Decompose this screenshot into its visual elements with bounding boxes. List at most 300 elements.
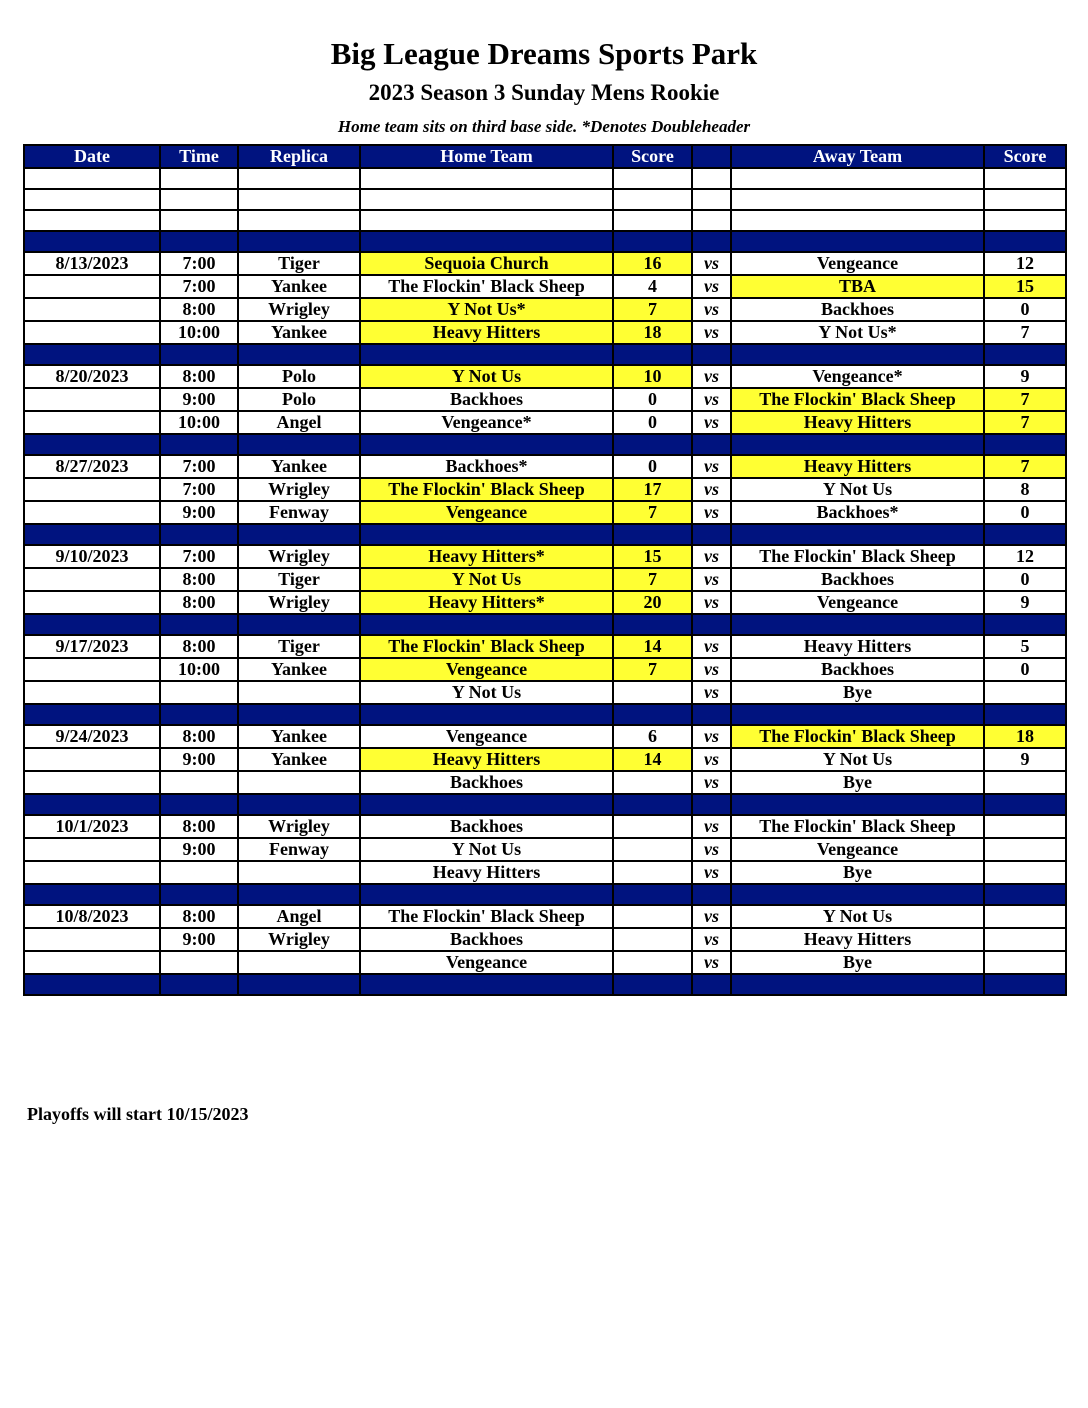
separator-cell — [24, 524, 160, 545]
separator-cell — [613, 231, 692, 252]
header-away-team: Away Team — [731, 145, 984, 168]
vs-cell: vs — [692, 771, 731, 794]
home-team-cell: Heavy Hitters* — [360, 545, 613, 568]
home-score-cell: 17 — [613, 478, 692, 501]
separator-cell — [984, 974, 1066, 995]
separator-cell — [984, 524, 1066, 545]
vs-cell: vs — [692, 658, 731, 681]
separator-cell — [692, 974, 731, 995]
time-cell: 7:00 — [160, 455, 238, 478]
replica-cell: Wrigley — [238, 298, 360, 321]
schedule-table — [23, 144, 1067, 996]
separator-cell — [238, 344, 360, 365]
date-cell — [24, 298, 160, 321]
time-cell: 7:00 — [160, 252, 238, 275]
home-score-cell: 6 — [613, 725, 692, 748]
header-row — [24, 145, 1066, 168]
blank-cell — [238, 210, 360, 231]
vs-cell: vs — [692, 905, 731, 928]
home-score-cell — [613, 771, 692, 794]
game-row — [24, 365, 1066, 388]
separator-cell — [692, 794, 731, 815]
time-cell: 8:00 — [160, 568, 238, 591]
blank-row — [24, 189, 1066, 210]
away-score-cell — [984, 861, 1066, 884]
replica-cell: Polo — [238, 388, 360, 411]
game-row — [24, 545, 1066, 568]
home-team-cell: Backhoes — [360, 388, 613, 411]
game-row — [24, 478, 1066, 501]
time-cell: 10:00 — [160, 658, 238, 681]
home-team-cell: Vengeance — [360, 501, 613, 524]
blank-row — [24, 210, 1066, 231]
replica-cell — [238, 951, 360, 974]
separator-cell — [613, 614, 692, 635]
game-row — [24, 658, 1066, 681]
separator-cell — [238, 974, 360, 995]
date-cell: 8/27/2023 — [24, 455, 160, 478]
replica-cell: Wrigley — [238, 928, 360, 951]
separator-cell — [731, 434, 984, 455]
replica-cell: Polo — [238, 365, 360, 388]
separator-cell — [238, 524, 360, 545]
separator-cell — [613, 794, 692, 815]
game-row — [24, 411, 1066, 434]
header-time: Time — [160, 145, 238, 168]
date-cell — [24, 838, 160, 861]
playoffs-note: Playoffs will start 10/15/2023 — [27, 1104, 249, 1124]
schedule-body — [24, 168, 1066, 995]
page-title: Big League Dreams Sports Park — [330, 36, 758, 71]
replica-cell: Fenway — [238, 501, 360, 524]
time-cell: 9:00 — [160, 748, 238, 771]
separator-cell — [613, 434, 692, 455]
replica-cell: Wrigley — [238, 545, 360, 568]
away-score-cell: 15 — [984, 275, 1066, 298]
date-cell — [24, 861, 160, 884]
vs-cell: vs — [692, 681, 731, 704]
home-team-cell: Vengeance* — [360, 411, 613, 434]
home-score-cell — [613, 681, 692, 704]
away-team-cell: Y Not Us* — [731, 321, 984, 344]
vs-cell: vs — [692, 365, 731, 388]
separator-cell — [360, 614, 613, 635]
game-row — [24, 568, 1066, 591]
game-row — [24, 275, 1066, 298]
vs-cell: vs — [692, 501, 731, 524]
date-cell: 9/24/2023 — [24, 725, 160, 748]
home-score-cell: 7 — [613, 568, 692, 591]
away-team-cell: Bye — [731, 771, 984, 794]
time-cell: 8:00 — [160, 725, 238, 748]
separator-cell — [731, 794, 984, 815]
vs-cell: vs — [692, 838, 731, 861]
blank-cell — [160, 168, 238, 189]
date-cell: 9/17/2023 — [24, 635, 160, 658]
separator-cell — [731, 974, 984, 995]
blank-cell — [24, 189, 160, 210]
time-cell: 8:00 — [160, 298, 238, 321]
vs-cell: vs — [692, 478, 731, 501]
separator-cell — [160, 884, 238, 905]
replica-cell — [238, 861, 360, 884]
away-score-cell — [984, 905, 1066, 928]
separator-cell — [692, 344, 731, 365]
time-cell — [160, 771, 238, 794]
vs-cell: vs — [692, 591, 731, 614]
separator-cell — [984, 614, 1066, 635]
home-team-cell: The Flockin' Black Sheep — [360, 478, 613, 501]
replica-cell: Yankee — [238, 321, 360, 344]
time-cell: 9:00 — [160, 501, 238, 524]
game-row — [24, 861, 1066, 884]
week-separator-row — [24, 974, 1066, 995]
away-score-cell: 9 — [984, 591, 1066, 614]
week-separator-row — [24, 794, 1066, 815]
date-cell — [24, 411, 160, 434]
week-separator-row — [24, 524, 1066, 545]
replica-cell — [238, 771, 360, 794]
away-team-cell: The Flockin' Black Sheep — [731, 815, 984, 838]
week-separator-row — [24, 884, 1066, 905]
separator-cell — [984, 704, 1066, 725]
vs-cell: vs — [692, 951, 731, 974]
vs-cell: vs — [692, 455, 731, 478]
home-score-cell: 10 — [613, 365, 692, 388]
replica-cell: Angel — [238, 905, 360, 928]
blank-cell — [238, 168, 360, 189]
away-score-cell: 0 — [984, 298, 1066, 321]
home-score-cell: 4 — [613, 275, 692, 298]
vs-cell: vs — [692, 411, 731, 434]
blank-cell — [692, 189, 731, 210]
game-row — [24, 928, 1066, 951]
date-cell: 9/10/2023 — [24, 545, 160, 568]
blank-cell — [160, 189, 238, 210]
blank-cell — [731, 168, 984, 189]
blank-cell — [731, 189, 984, 210]
home-team-cell: Y Not Us — [360, 681, 613, 704]
vs-cell: vs — [692, 928, 731, 951]
separator-cell — [24, 231, 160, 252]
away-score-cell — [984, 951, 1066, 974]
home-score-cell: 0 — [613, 411, 692, 434]
home-team-cell: Heavy Hitters — [360, 321, 613, 344]
home-team-cell: Heavy Hitters* — [360, 591, 613, 614]
time-cell: 7:00 — [160, 545, 238, 568]
away-team-cell: Heavy Hitters — [731, 455, 984, 478]
home-score-cell — [613, 838, 692, 861]
vs-cell: vs — [692, 298, 731, 321]
separator-cell — [731, 614, 984, 635]
header-date: Date — [24, 145, 160, 168]
blank-row — [24, 168, 1066, 189]
date-cell — [24, 321, 160, 344]
blank-cell — [692, 210, 731, 231]
game-row — [24, 951, 1066, 974]
game-row — [24, 455, 1066, 478]
away-score-cell — [984, 838, 1066, 861]
separator-cell — [360, 974, 613, 995]
time-cell — [160, 951, 238, 974]
game-row — [24, 298, 1066, 321]
vs-cell: vs — [692, 815, 731, 838]
blank-cell — [984, 189, 1066, 210]
home-team-cell: Y Not Us* — [360, 298, 613, 321]
home-team-cell: Vengeance — [360, 725, 613, 748]
home-score-cell — [613, 905, 692, 928]
separator-cell — [360, 344, 613, 365]
away-team-cell: Y Not Us — [731, 748, 984, 771]
vs-cell: vs — [692, 388, 731, 411]
game-row — [24, 771, 1066, 794]
game-row — [24, 388, 1066, 411]
away-team-cell: Heavy Hitters — [731, 928, 984, 951]
away-score-cell — [984, 771, 1066, 794]
date-cell: 8/13/2023 — [24, 252, 160, 275]
separator-cell — [24, 434, 160, 455]
home-team-cell: The Flockin' Black Sheep — [360, 635, 613, 658]
separator-cell — [360, 434, 613, 455]
home-score-cell — [613, 928, 692, 951]
time-cell: 9:00 — [160, 928, 238, 951]
vs-cell: vs — [692, 545, 731, 568]
header-vs — [692, 145, 731, 168]
away-score-cell: 12 — [984, 252, 1066, 275]
separator-cell — [731, 704, 984, 725]
separator-cell — [613, 974, 692, 995]
time-cell: 8:00 — [160, 815, 238, 838]
game-row — [24, 321, 1066, 344]
home-team-cell: Y Not Us — [360, 838, 613, 861]
away-team-cell: Backhoes — [731, 658, 984, 681]
vs-cell: vs — [692, 725, 731, 748]
away-team-cell: Heavy Hitters — [731, 411, 984, 434]
away-score-cell: 9 — [984, 365, 1066, 388]
home-score-cell: 16 — [613, 252, 692, 275]
game-row — [24, 681, 1066, 704]
home-score-cell: 7 — [613, 298, 692, 321]
game-row — [24, 748, 1066, 771]
replica-cell: Tiger — [238, 568, 360, 591]
date-cell — [24, 658, 160, 681]
separator-cell — [360, 704, 613, 725]
away-score-cell — [984, 815, 1066, 838]
away-score-cell — [984, 928, 1066, 951]
separator-cell — [613, 344, 692, 365]
date-cell — [24, 681, 160, 704]
separator-cell — [160, 434, 238, 455]
separator-cell — [160, 344, 238, 365]
away-score-cell: 7 — [984, 321, 1066, 344]
date-cell — [24, 951, 160, 974]
time-cell: 9:00 — [160, 388, 238, 411]
away-team-cell: Vengeance — [731, 591, 984, 614]
home-team-cell: The Flockin' Black Sheep — [360, 275, 613, 298]
date-cell: 10/1/2023 — [24, 815, 160, 838]
replica-cell: Tiger — [238, 635, 360, 658]
date-cell — [24, 568, 160, 591]
away-score-cell: 5 — [984, 635, 1066, 658]
home-team-cell: Backhoes — [360, 771, 613, 794]
blank-cell — [360, 168, 613, 189]
separator-cell — [984, 344, 1066, 365]
time-cell: 10:00 — [160, 321, 238, 344]
vs-cell: vs — [692, 748, 731, 771]
away-team-cell: The Flockin' Black Sheep — [731, 388, 984, 411]
home-score-cell — [613, 815, 692, 838]
time-cell — [160, 861, 238, 884]
separator-cell — [360, 884, 613, 905]
separator-cell — [613, 704, 692, 725]
replica-cell: Angel — [238, 411, 360, 434]
home-team-cell: Backhoes* — [360, 455, 613, 478]
blank-cell — [613, 168, 692, 189]
header-away-score: Score — [984, 145, 1066, 168]
separator-cell — [24, 794, 160, 815]
separator-cell — [24, 614, 160, 635]
home-score-cell — [613, 861, 692, 884]
schedule-note: Home team sits on third base side. *Denotes Doubleheader — [337, 117, 751, 136]
date-cell: 10/8/2023 — [24, 905, 160, 928]
separator-cell — [238, 434, 360, 455]
home-team-cell: Heavy Hitters — [360, 748, 613, 771]
separator-cell — [692, 524, 731, 545]
separator-cell — [731, 231, 984, 252]
blank-cell — [24, 210, 160, 231]
home-score-cell: 0 — [613, 388, 692, 411]
blank-cell — [238, 189, 360, 210]
separator-cell — [613, 884, 692, 905]
blank-cell — [692, 168, 731, 189]
separator-cell — [984, 231, 1066, 252]
separator-cell — [160, 231, 238, 252]
separator-cell — [984, 794, 1066, 815]
away-score-cell: 0 — [984, 501, 1066, 524]
game-row — [24, 501, 1066, 524]
separator-cell — [24, 704, 160, 725]
away-team-cell: Y Not Us — [731, 478, 984, 501]
separator-cell — [692, 614, 731, 635]
away-team-cell: Vengeance — [731, 252, 984, 275]
home-team-cell: Backhoes — [360, 928, 613, 951]
replica-cell: Yankee — [238, 725, 360, 748]
blank-cell — [24, 168, 160, 189]
game-row — [24, 635, 1066, 658]
home-score-cell: 0 — [613, 455, 692, 478]
replica-cell: Yankee — [238, 455, 360, 478]
separator-cell — [984, 434, 1066, 455]
separator-cell — [160, 704, 238, 725]
date-cell — [24, 591, 160, 614]
time-cell: 8:00 — [160, 905, 238, 928]
vs-cell: vs — [692, 252, 731, 275]
time-cell: 8:00 — [160, 635, 238, 658]
separator-cell — [360, 524, 613, 545]
vs-cell: vs — [692, 275, 731, 298]
home-score-cell: 15 — [613, 545, 692, 568]
separator-cell — [692, 704, 731, 725]
away-team-cell: The Flockin' Black Sheep — [731, 545, 984, 568]
away-team-cell: TBA — [731, 275, 984, 298]
home-score-cell: 14 — [613, 748, 692, 771]
date-cell — [24, 928, 160, 951]
blank-cell — [984, 210, 1066, 231]
game-row — [24, 838, 1066, 861]
away-team-cell: Backhoes — [731, 568, 984, 591]
separator-cell — [238, 614, 360, 635]
time-cell: 9:00 — [160, 838, 238, 861]
blank-cell — [613, 210, 692, 231]
blank-cell — [731, 210, 984, 231]
time-cell: 7:00 — [160, 275, 238, 298]
replica-cell: Wrigley — [238, 815, 360, 838]
home-team-cell: Heavy Hitters — [360, 861, 613, 884]
home-team-cell: Sequoia Church — [360, 252, 613, 275]
week-separator-row — [24, 704, 1066, 725]
header-home-score: Score — [613, 145, 692, 168]
date-cell — [24, 275, 160, 298]
separator-cell — [731, 884, 984, 905]
separator-cell — [692, 884, 731, 905]
header-replica: Replica — [238, 145, 360, 168]
away-team-cell: Heavy Hitters — [731, 635, 984, 658]
page-subtitle: 2023 Season 3 Sunday Mens Rookie — [368, 80, 720, 105]
separator-cell — [238, 231, 360, 252]
separator-cell — [731, 344, 984, 365]
game-row — [24, 815, 1066, 838]
replica-cell: Fenway — [238, 838, 360, 861]
separator-cell — [238, 884, 360, 905]
replica-cell: Wrigley — [238, 478, 360, 501]
week-separator-row — [24, 344, 1066, 365]
home-score-cell: 14 — [613, 635, 692, 658]
date-cell: 8/20/2023 — [24, 365, 160, 388]
home-score-cell: 7 — [613, 658, 692, 681]
replica-cell: Tiger — [238, 252, 360, 275]
home-team-cell: Backhoes — [360, 815, 613, 838]
date-cell — [24, 771, 160, 794]
separator-cell — [24, 344, 160, 365]
date-cell — [24, 388, 160, 411]
away-score-cell: 7 — [984, 411, 1066, 434]
game-row — [24, 252, 1066, 275]
blank-cell — [984, 168, 1066, 189]
week-separator-row — [24, 434, 1066, 455]
away-score-cell: 9 — [984, 748, 1066, 771]
game-row — [24, 905, 1066, 928]
vs-cell: vs — [692, 321, 731, 344]
away-team-cell: Bye — [731, 951, 984, 974]
away-team-cell: Bye — [731, 681, 984, 704]
date-cell — [24, 478, 160, 501]
away-team-cell: Vengeance — [731, 838, 984, 861]
time-cell: 10:00 — [160, 411, 238, 434]
away-score-cell: 0 — [984, 568, 1066, 591]
date-cell — [24, 501, 160, 524]
game-row — [24, 725, 1066, 748]
away-score-cell: 7 — [984, 388, 1066, 411]
separator-cell — [238, 794, 360, 815]
header-home-team: Home Team — [360, 145, 613, 168]
separator-cell — [238, 704, 360, 725]
game-row — [24, 591, 1066, 614]
separator-cell — [160, 974, 238, 995]
replica-cell: Yankee — [238, 658, 360, 681]
home-team-cell: Y Not Us — [360, 365, 613, 388]
away-team-cell: Backhoes* — [731, 501, 984, 524]
time-cell: 7:00 — [160, 478, 238, 501]
